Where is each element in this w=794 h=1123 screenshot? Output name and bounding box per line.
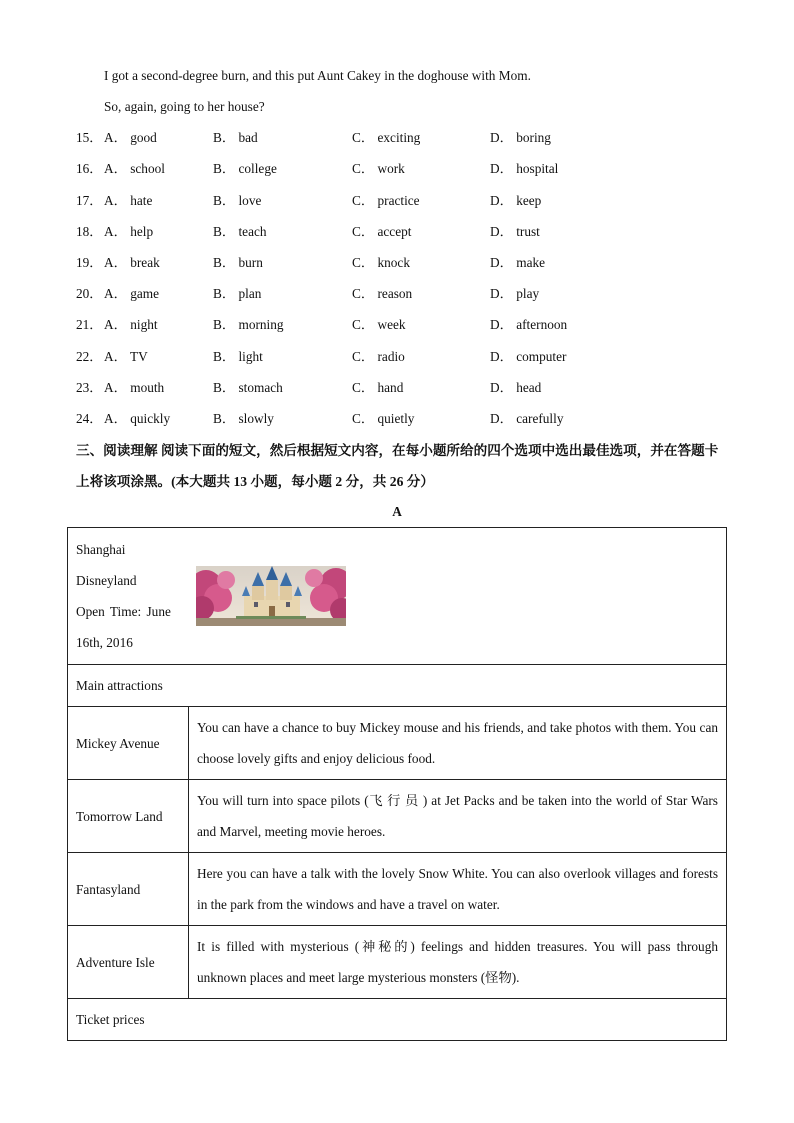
option-b: B． burn [213,255,263,270]
question-number: 21． [76,317,103,332]
option-c: C． reason [352,286,413,301]
intro-line-1: I got a second-degree burn, and this put Aunt Cakey in the doghouse with Mom. [104,68,531,83]
question-number: 16． [76,161,103,176]
option-a: A． good [104,130,157,145]
option-d: D． keep [490,193,542,208]
section-heading: 三、阅读理解 阅读下面的短文，然后根据短文内容，在每小题所给的四个选项中选出最佳选项，并在答题卡上将该项涂黑。(本大题共 13 小题，每小题 2 分，共 26 分） [76,443,719,489]
hero-text [76,534,188,658]
option-c: C． exciting [352,130,421,145]
option-b: B． bad [213,130,258,145]
option-c: C． work [352,161,405,176]
option-a: A． school [104,161,165,176]
attraction-desc: You can have a chance to buy Mickey mouse and his friends, and take photos with them. You can choose lovely gifts and enjoy delicious food. [189,707,727,780]
option-c: C． hand [352,380,404,395]
hero-line-4: 16th, 2016 [76,635,133,650]
option-a: A． hate [104,193,153,208]
option-c: C． practice [352,193,420,208]
hero-row [68,528,727,665]
hero-line-2: Disneyland [76,573,137,588]
ticket-prices-cell: Ticket prices [68,999,727,1041]
main-attractions-cell: Main attractions [68,665,727,707]
attraction-name: Tomorrow Land [68,780,189,853]
ticket-prices-row [68,999,727,1041]
intro-line-2: So, again, going to her house? [104,99,265,114]
option-a: A． TV [104,349,148,364]
attraction-desc: You will turn into space pilots (飞 行 员 ) at Jet Packs and be taken into the world of Star Wars and Marvel, meeting movie heroes. [189,780,727,853]
hero-cell [68,528,727,665]
castle-illustration [196,566,346,626]
option-d: D． carefully [490,411,564,426]
option-b: B． stomach [213,380,283,395]
option-d: D． head [490,380,542,395]
option-a: A． game [104,286,160,301]
option-d: D． computer [490,349,567,364]
question-number: 17． [76,193,103,208]
attraction-row-mickey-avenue [68,707,727,780]
question-number: 18． [76,224,103,239]
question-number: 23． [76,380,103,395]
option-d: D． play [490,286,540,301]
option-b: B． plan [213,286,262,301]
question-number: 19． [76,255,103,270]
option-a: A． help [104,224,154,239]
question-number: 22． [76,349,103,364]
option-a: A． quickly [104,411,171,426]
disneyland-table [67,527,727,1041]
hero-line-1: Shanghai [76,542,126,557]
question-number: 15． [76,130,103,145]
hero-line-3: Open Time: June [76,604,171,619]
option-b: B． teach [213,224,267,239]
option-d: D． hospital [490,161,559,176]
option-d: D． trust [490,224,540,239]
option-a: A． mouth [104,380,165,395]
option-b: B． slowly [213,411,274,426]
attraction-name: Mickey Avenue [68,707,189,780]
option-a: A． night [104,317,158,332]
castle-photo [196,566,346,626]
attraction-name: Adventure Isle [68,926,189,999]
option-b: B． love [213,193,262,208]
question-number: 24． [76,411,103,426]
option-b: B． college [213,161,277,176]
option-b: B． light [213,349,263,364]
option-d: D． afternoon [490,317,568,332]
option-c: C． accept [352,224,412,239]
option-d: D． make [490,255,546,270]
option-b: B． morning [213,317,284,332]
passage-label: A [392,504,402,519]
main-attractions-row [68,665,727,707]
option-a: A． break [104,255,160,270]
question-number: 20． [76,286,103,301]
attraction-row-adventure-isle [68,926,727,999]
option-c: C． quietly [352,411,415,426]
option-c: C． knock [352,255,410,270]
attraction-row-tomorrow-land [68,780,727,853]
option-c: C． radio [352,349,405,364]
option-d: D． boring [490,130,551,145]
attraction-name: Fantasyland [68,853,189,926]
attraction-desc: It is filled with mysterious (神秘的) feelings and hidden treasures. You will pass through unknown places and meet large mysterious monsters (怪物). [189,926,727,999]
attraction-desc: Here you can have a talk with the lovely Snow White. You can also overlook villages and forests in the park from the windows and have a travel on water. [189,853,727,926]
attraction-row-fantasyland [68,853,727,926]
option-c: C． week [352,317,406,332]
